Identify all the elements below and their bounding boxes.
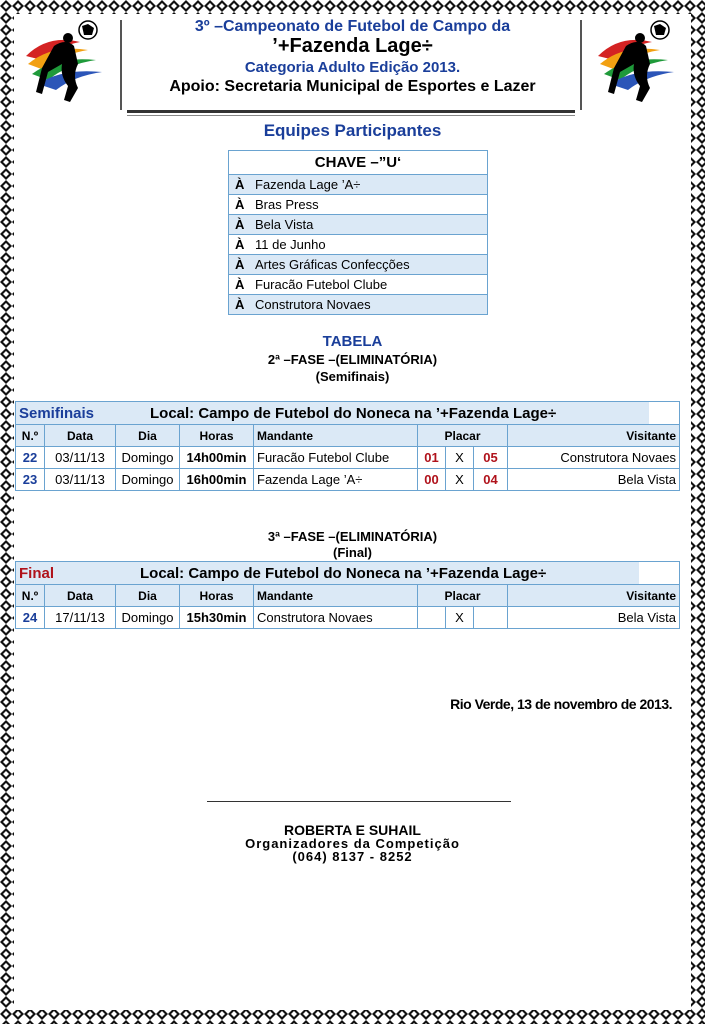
table-row <box>16 447 680 469</box>
match-away-team: Bela Vista <box>508 469 680 491</box>
col-number: N.º <box>16 425 45 447</box>
team-name: Artes Gráficas Confecções <box>255 257 410 272</box>
group-team-row <box>229 215 487 235</box>
group-table <box>228 150 488 315</box>
team-name: 11 de Junho <box>255 237 326 252</box>
match-day: Domingo <box>116 469 180 491</box>
col-date: Data <box>45 585 116 607</box>
match-home-team: Fazenda Lage ’A÷ <box>254 469 418 491</box>
group-team-row <box>229 235 487 255</box>
col-away: Visitante <box>508 425 680 447</box>
match-date: 03/11/13 <box>45 447 116 469</box>
score-separator: X <box>446 607 474 629</box>
match-day: Domingo <box>116 607 180 629</box>
col-day: Dia <box>116 585 180 607</box>
match-day: Domingo <box>116 447 180 469</box>
score-separator: X <box>446 447 474 469</box>
home-score: 00 <box>418 469 446 491</box>
team-name: Bras Press <box>255 197 319 212</box>
col-away: Visitante <box>508 585 680 607</box>
final-label: Final <box>16 562 180 585</box>
schedule-title: TABELA <box>322 333 383 350</box>
away-score <box>474 607 508 629</box>
score-separator: X <box>446 469 474 491</box>
bullet-icon: À <box>235 197 245 212</box>
header-category: Categoria Adulto Edição 2013. <box>244 59 461 76</box>
phase3-title: 3ª –FASE –(ELIMINATÓRIA) <box>267 529 438 544</box>
phase2-subtitle: (Semifinais) <box>315 369 390 384</box>
table-row <box>16 469 680 491</box>
phase2-title: 2ª –FASE –(ELIMINATÓRIA) <box>267 352 438 367</box>
col-score: Placar <box>418 425 508 447</box>
home-score <box>418 607 446 629</box>
bullet-icon: À <box>235 297 245 312</box>
team-name: Bela Vista <box>255 217 314 232</box>
team-name: Construtora Novaes <box>255 297 371 312</box>
organizer-role: Organizadores da Competição <box>245 836 460 851</box>
bullet-icon: À <box>235 177 245 192</box>
bullet-icon: À <box>235 237 245 252</box>
semifinals-label: Semifinais <box>16 402 180 425</box>
col-hours: Horas <box>180 425 254 447</box>
match-home-team: Construtora Novaes <box>254 607 418 629</box>
col-score: Placar <box>418 585 508 607</box>
match-away-team: Bela Vista <box>508 607 680 629</box>
team-name: Fazenda Lage ’A÷ <box>255 177 361 192</box>
match-date: 17/11/13 <box>45 607 116 629</box>
group-title: CHAVE –”U‘ <box>229 151 487 175</box>
group-team-row <box>229 195 487 215</box>
match-away-team: Construtora Novaes <box>508 447 680 469</box>
group-team-row <box>229 175 487 195</box>
col-home: Mandante <box>254 585 418 607</box>
header-title-line1: 3º –Campeonato de Futebol de Campo da <box>194 18 511 35</box>
match-hours: 14h00min <box>180 447 254 469</box>
signature-line <box>207 801 511 802</box>
organizer-phone: (064) 8137 - 8252 <box>292 849 413 864</box>
col-date: Data <box>45 425 116 447</box>
teams-title: Equipes Participantes <box>263 121 442 140</box>
header-support: Apoio: Secretaria Municipal de Esportes e Lazer <box>169 78 536 95</box>
team-name: Furacão Futebol Clube <box>255 277 388 292</box>
bullet-icon: À <box>235 277 245 292</box>
group-team-row <box>229 275 487 295</box>
home-score: 01 <box>418 447 446 469</box>
group-team-row <box>229 255 487 275</box>
match-number: 24 <box>16 607 45 629</box>
document-page <box>14 14 691 1010</box>
semifinals-table <box>15 401 680 491</box>
bullet-icon: À <box>235 217 245 232</box>
match-hours: 16h00min <box>180 469 254 491</box>
phase3-subtitle: (Final) <box>333 545 372 560</box>
semifinals-venue: Local: Campo de Futebol do Noneca na ’+Fazenda Lage÷ <box>150 402 650 425</box>
document-date: Rio Verde, 13 de novembro de 2013. <box>450 696 672 712</box>
match-home-team: Furacão Futebol Clube <box>254 447 418 469</box>
final-venue: Local: Campo de Futebol do Noneca na ’+Fazenda Lage÷ <box>140 562 640 585</box>
away-score: 04 <box>474 469 508 491</box>
col-hours: Horas <box>180 585 254 607</box>
col-home: Mandante <box>254 425 418 447</box>
col-day: Dia <box>116 425 180 447</box>
bullet-icon: À <box>235 257 245 272</box>
header-rule <box>127 110 575 113</box>
match-hours: 15h30min <box>180 607 254 629</box>
match-number: 22 <box>16 447 45 469</box>
header-rule-thin <box>127 115 575 116</box>
match-date: 03/11/13 <box>45 469 116 491</box>
away-score: 05 <box>474 447 508 469</box>
table-row <box>16 607 680 629</box>
col-number: N.º <box>16 585 45 607</box>
match-number: 23 <box>16 469 45 491</box>
final-table <box>15 561 680 629</box>
group-team-row <box>229 295 487 314</box>
header-title-line2: ’+Fazenda Lage÷ <box>272 35 433 57</box>
organizer-names: ROBERTA E SUHAIL <box>284 822 421 838</box>
